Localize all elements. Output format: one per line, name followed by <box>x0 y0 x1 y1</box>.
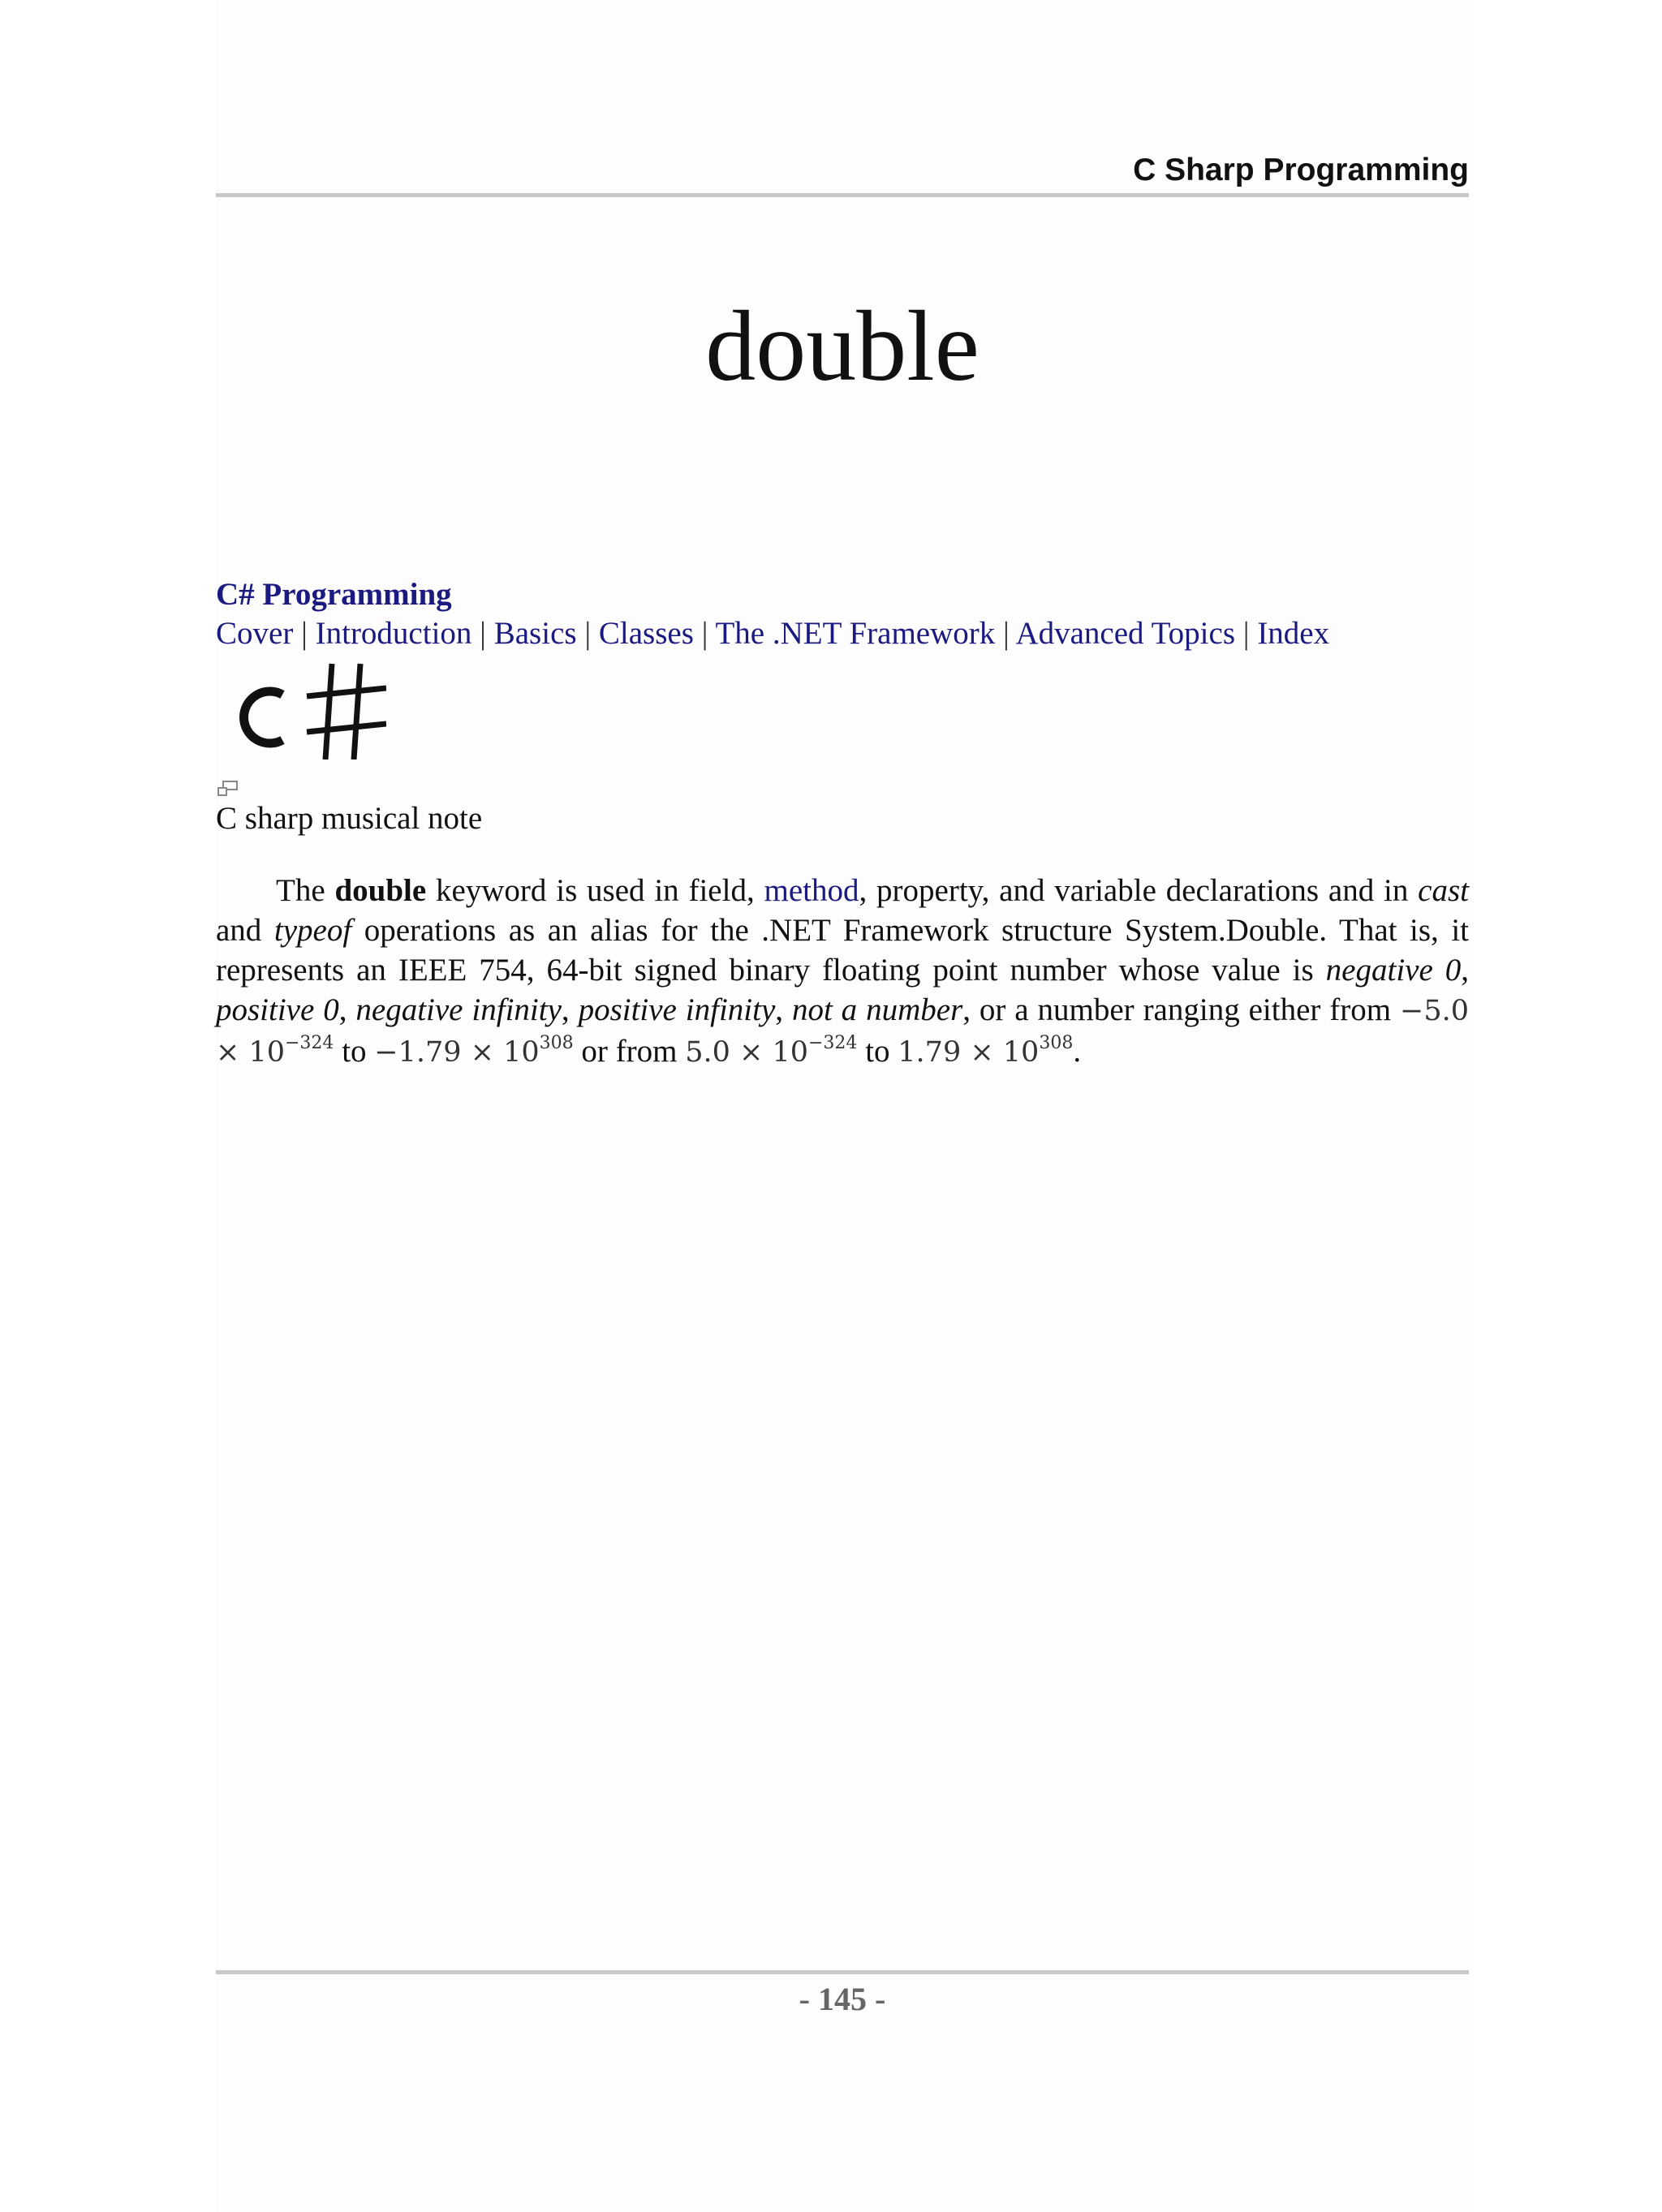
nav-link-introduction[interactable]: Introduction <box>315 616 472 651</box>
math-max-positive: $1.79 \times 10^{308}$ <box>898 1033 1074 1069</box>
footer-rule <box>216 1970 1469 1974</box>
figure-caption: C sharp musical note <box>216 801 483 836</box>
nav-link-advanced-topics[interactable]: Advanced Topics <box>1015 616 1235 651</box>
book-nav <box>216 615 1329 652</box>
math-min-negative: $-5.0 \times 10^{-324}$ <box>216 995 1470 1069</box>
header-rule <box>216 193 1469 197</box>
csharp-logo <box>216 659 386 760</box>
nav-separator: | <box>480 616 486 651</box>
nav-link-net-framework[interactable]: The .NET Framework <box>715 616 996 651</box>
nav-link-classes[interactable]: Classes <box>598 616 694 651</box>
book-heading: C# Programming <box>216 577 452 612</box>
method-link[interactable]: method <box>764 873 859 908</box>
math-min-positive: $5.0 \times 10^{-324}$ <box>685 1033 858 1069</box>
nav-link-basics[interactable]: Basics <box>493 616 577 651</box>
math-max-negative: $-1.79 \times 10^{308}$ <box>374 1033 574 1069</box>
running-header: C Sharp Programming <box>1133 153 1469 187</box>
page-number: - 145 - <box>799 1981 886 2017</box>
nav-separator: | <box>1242 616 1250 651</box>
chapter-title: double <box>705 290 980 402</box>
nav-separator: | <box>584 616 592 651</box>
enlarge-icon[interactable] <box>217 781 239 797</box>
nav-separator: | <box>701 616 708 651</box>
nav-separator: | <box>1003 616 1010 651</box>
body-paragraph: The double keyword is used in field, method, property, and variable declarations and in cast and typeof operations as an alias for the .NET Framework structure System.Double. That is, it represents an IEEE 754, 64-bit signed binary floating point number whose value is negative 0, positive 0, negative infinity, positive infinity, not a number, or a number ranging either from $-5.0 \times 10^{-324}$ to $-1.79 \times 10^{308}$ or from $5.0 \times 10^{-324}$ to $1.79 \times 10^{308}$. <box>216 873 1470 1069</box>
keyword-double: double <box>334 873 427 908</box>
nav-link-index[interactable]: Index <box>1257 616 1330 651</box>
nav-separator: | <box>301 616 308 651</box>
nav-link-cover[interactable]: Cover <box>216 616 294 651</box>
